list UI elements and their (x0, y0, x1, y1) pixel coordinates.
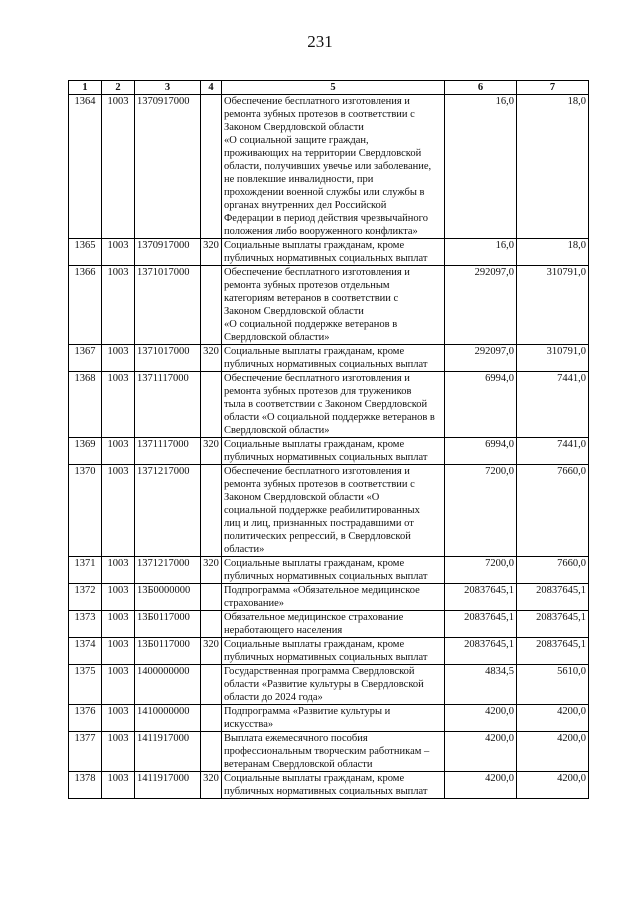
expense-type-code (201, 705, 222, 732)
row-number: 1372 (69, 584, 102, 611)
header-col-5: 5 (222, 81, 445, 95)
item-description: Социальные выплаты гражданам, кроме публичных нормативных социальных выплат (222, 239, 445, 266)
row-number: 1364 (69, 95, 102, 239)
target-article-code: 1371017000 (135, 266, 201, 345)
row-number: 1368 (69, 372, 102, 438)
table-row (69, 732, 589, 772)
expense-type-code: 320 (201, 345, 222, 372)
item-description: Подпрограмма «Развитие культуры и искусства» (222, 705, 445, 732)
amount-col-7: 310791,0 (517, 266, 589, 345)
row-number: 1371 (69, 557, 102, 584)
amount-col-7: 7441,0 (517, 372, 589, 438)
amount-col-7: 20837645,1 (517, 638, 589, 665)
item-description: Подпрограмма «Обязательное медицинское страхование» (222, 584, 445, 611)
table-row (69, 345, 589, 372)
expense-type-code: 320 (201, 772, 222, 799)
header-col-7: 7 (517, 81, 589, 95)
section-code: 1003 (102, 266, 135, 345)
page-number: 231 (307, 32, 333, 51)
item-description: Социальные выплаты гражданам, кроме публичных нормативных социальных выплат (222, 557, 445, 584)
section-code: 1003 (102, 638, 135, 665)
section-code: 1003 (102, 772, 135, 799)
expense-type-code (201, 732, 222, 772)
row-number: 1365 (69, 239, 102, 266)
section-code: 1003 (102, 584, 135, 611)
table-row (69, 584, 589, 611)
amount-col-6: 4834,5 (445, 665, 517, 705)
amount-col-7: 7660,0 (517, 557, 589, 584)
section-code: 1003 (102, 705, 135, 732)
section-code: 1003 (102, 345, 135, 372)
table-row (69, 557, 589, 584)
target-article-code: 1411917000 (135, 772, 201, 799)
amount-col-7: 18,0 (517, 95, 589, 239)
target-article-code: 1370917000 (135, 239, 201, 266)
amount-col-7: 4200,0 (517, 705, 589, 732)
section-code: 1003 (102, 239, 135, 266)
header-row (69, 81, 589, 95)
item-description: Выплата ежемесячного пособия профессиональным творческим работникам – ветеранам Свердловской области (222, 732, 445, 772)
amount-col-6: 4200,0 (445, 732, 517, 772)
target-article-code: 13Б0117000 (135, 638, 201, 665)
amount-col-6: 4200,0 (445, 772, 517, 799)
amount-col-6: 16,0 (445, 239, 517, 266)
amount-col-7: 20837645,1 (517, 584, 589, 611)
amount-col-6: 20837645,1 (445, 638, 517, 665)
item-description: Социальные выплаты гражданам, кроме публичных нормативных социальных выплат (222, 345, 445, 372)
item-description: Обеспечение бесплатного изготовления и ремонта зубных протезов отдельным категориям ветеранов в соответствии с Законом Свердловской области «О социальной поддержке ветеранов в Свердловской области» (222, 266, 445, 345)
amount-col-6: 6994,0 (445, 372, 517, 438)
expense-type-code (201, 665, 222, 705)
amount-col-7: 5610,0 (517, 665, 589, 705)
amount-col-7: 4200,0 (517, 772, 589, 799)
row-number: 1369 (69, 438, 102, 465)
amount-col-7: 7441,0 (517, 438, 589, 465)
target-article-code: 1371217000 (135, 465, 201, 557)
amount-col-7: 7660,0 (517, 465, 589, 557)
item-description: Обязательное медицинское страхование неработающего населения (222, 611, 445, 638)
section-code: 1003 (102, 438, 135, 465)
item-description: Социальные выплаты гражданам, кроме публичных нормативных социальных выплат (222, 438, 445, 465)
section-code: 1003 (102, 557, 135, 584)
target-article-code: 1371217000 (135, 557, 201, 584)
table-row (69, 438, 589, 465)
table-row (69, 611, 589, 638)
expense-type-code: 320 (201, 638, 222, 665)
item-description: Социальные выплаты гражданам, кроме публичных нормативных социальных выплат (222, 638, 445, 665)
table-row (69, 638, 589, 665)
amount-col-6: 16,0 (445, 95, 517, 239)
expense-type-code (201, 584, 222, 611)
header-col-6: 6 (445, 81, 517, 95)
target-article-code: 1371017000 (135, 345, 201, 372)
row-number: 1367 (69, 345, 102, 372)
table-row (69, 372, 589, 438)
header-col-3: 3 (135, 81, 201, 95)
target-article-code: 1371117000 (135, 372, 201, 438)
header-col-4: 4 (201, 81, 222, 95)
row-number: 1373 (69, 611, 102, 638)
item-description: Обеспечение бесплатного изготовления и ремонта зубных протезов для тружеников тыла в соответствии с Законом Свердловской области «О социальной поддержке ветеранов в Свердловской области» (222, 372, 445, 438)
amount-col-7: 18,0 (517, 239, 589, 266)
target-article-code: 1370917000 (135, 95, 201, 239)
amount-col-6: 6994,0 (445, 438, 517, 465)
row-number: 1378 (69, 772, 102, 799)
section-code: 1003 (102, 95, 135, 239)
table-row (69, 266, 589, 345)
amount-col-7: 310791,0 (517, 345, 589, 372)
amount-col-6: 20837645,1 (445, 611, 517, 638)
amount-col-6: 292097,0 (445, 345, 517, 372)
target-article-code: 1410000000 (135, 705, 201, 732)
amount-col-6: 7200,0 (445, 465, 517, 557)
row-number: 1375 (69, 665, 102, 705)
row-number: 1376 (69, 705, 102, 732)
table-row (69, 465, 589, 557)
table-row (69, 95, 589, 239)
section-code: 1003 (102, 665, 135, 705)
expense-type-code (201, 266, 222, 345)
expense-type-code (201, 611, 222, 638)
expense-type-code: 320 (201, 239, 222, 266)
section-code: 1003 (102, 372, 135, 438)
target-article-code: 1400000000 (135, 665, 201, 705)
amount-col-6: 4200,0 (445, 705, 517, 732)
target-article-code: 1371117000 (135, 438, 201, 465)
target-article-code: 13Б0117000 (135, 611, 201, 638)
expense-type-code: 320 (201, 557, 222, 584)
row-number: 1370 (69, 465, 102, 557)
target-article-code: 1411917000 (135, 732, 201, 772)
target-article-code: 13Б0000000 (135, 584, 201, 611)
amount-col-7: 4200,0 (517, 732, 589, 772)
row-number: 1377 (69, 732, 102, 772)
table-row (69, 705, 589, 732)
row-number: 1366 (69, 266, 102, 345)
item-description: Обеспечение бесплатного изготовления и ремонта зубных протезов в соответствии с Законом Свердловской области «О социальной поддержке реабилитированных лиц и лиц, признанных пострадавшими от политических репрессий, в Свердловской области» (222, 465, 445, 557)
expense-type-code (201, 372, 222, 438)
section-code: 1003 (102, 732, 135, 772)
expense-type-code (201, 95, 222, 239)
header-col-2: 2 (102, 81, 135, 95)
amount-col-6: 20837645,1 (445, 584, 517, 611)
item-description: Государственная программа Свердловской области «Развитие культуры в Свердловской области до 2024 года» (222, 665, 445, 705)
expense-type-code (201, 465, 222, 557)
budget-table (68, 80, 589, 799)
row-number: 1374 (69, 638, 102, 665)
section-code: 1003 (102, 465, 135, 557)
amount-col-7: 20837645,1 (517, 611, 589, 638)
amount-col-6: 7200,0 (445, 557, 517, 584)
item-description: Обеспечение бесплатного изготовления и ремонта зубных протезов в соответствии с Законом Свердловской области «О социальной защите граждан, проживающих на территории Свердловской области, получивших увечье или заболевание, не повлекшие инвалидности, при прохождении военной службы или службы в органах внутренних дел Российской Федерации в период действия чрезвычайного положения либо вооруженного конфликта» (222, 95, 445, 239)
amount-col-6: 292097,0 (445, 266, 517, 345)
table-row (69, 239, 589, 266)
section-code: 1003 (102, 611, 135, 638)
table-row (69, 772, 589, 799)
item-description: Социальные выплаты гражданам, кроме публичных нормативных социальных выплат (222, 772, 445, 799)
expense-type-code: 320 (201, 438, 222, 465)
table-row (69, 665, 589, 705)
header-col-1: 1 (69, 81, 102, 95)
